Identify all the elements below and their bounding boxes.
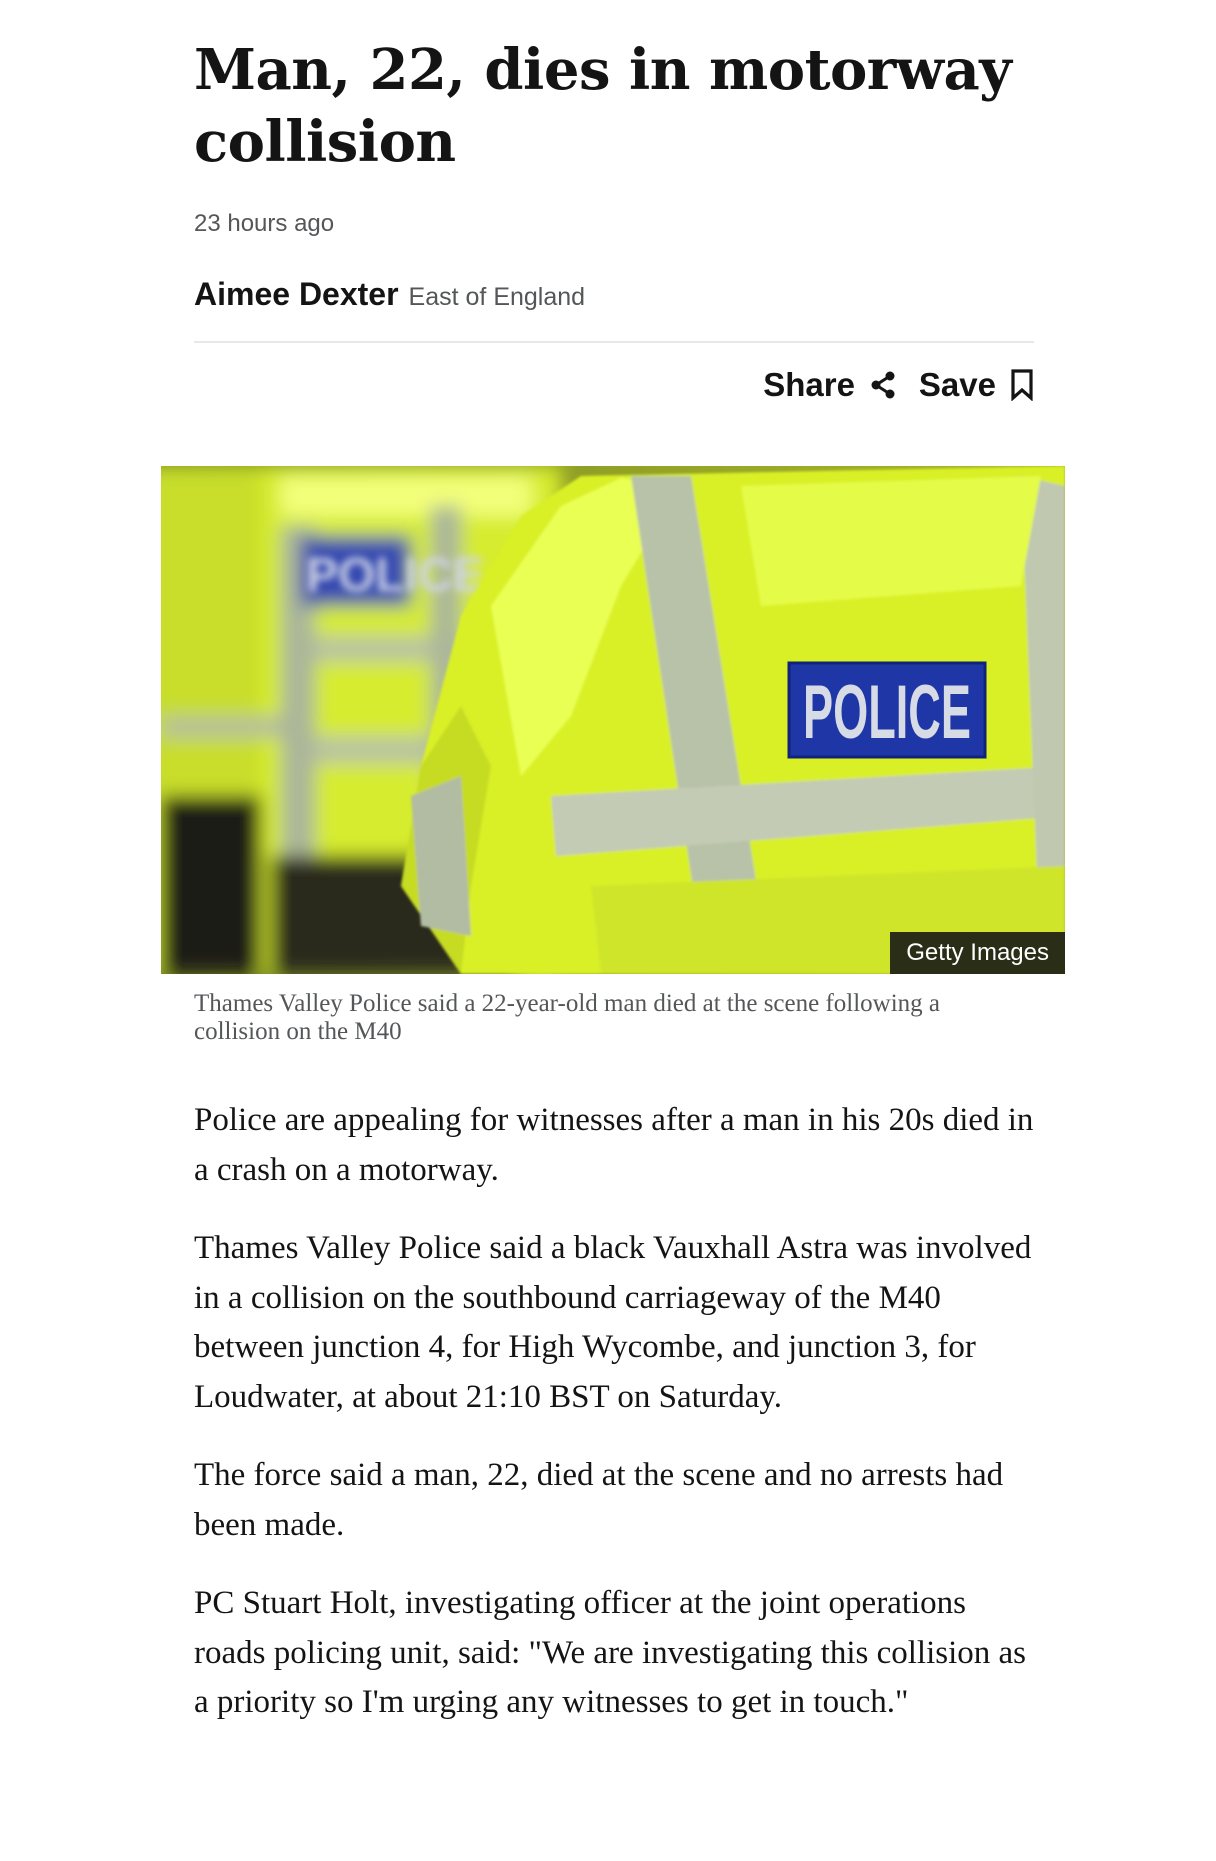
author-location: East of England bbox=[408, 283, 586, 311]
blurred-police-badge-text: POLICE bbox=[306, 549, 485, 602]
headline: Man, 22, dies in motorway collision bbox=[194, 37, 1012, 175]
bookmark-icon bbox=[1010, 369, 1034, 401]
article-image bbox=[161, 466, 1065, 974]
body-paragraph: Police are appealing for witnesses after a man in his 20s died in a crash on a motorway. bbox=[194, 1102, 1034, 1188]
image-credit: Getty Images bbox=[890, 932, 1065, 974]
article-actions bbox=[763, 366, 1034, 404]
author-name[interactable]: Aimee Dexter bbox=[194, 276, 399, 312]
share-icon bbox=[869, 370, 897, 400]
police-badge-text: POLICE bbox=[803, 670, 971, 755]
share-button[interactable] bbox=[763, 366, 897, 404]
body-paragraph: PC Stuart Holt, investigating officer at the joint operations roads policing unit, said: "We are investigating this collision as a priority so I'm urging any witnesses to get in touch." bbox=[194, 1585, 1027, 1720]
image-caption: Thames Valley Police said a 22-year-old man died at the scene following a collision on the M40 bbox=[194, 990, 941, 1045]
divider bbox=[194, 341, 1034, 343]
byline bbox=[194, 276, 585, 313]
article-body bbox=[194, 1096, 1044, 1757]
body-paragraph: The force said a man, 22, died at the scene and no arrests had been made. bbox=[194, 1457, 1004, 1543]
save-label: Save bbox=[918, 366, 996, 403]
timestamp: 23 hours ago bbox=[194, 210, 335, 237]
save-button[interactable] bbox=[919, 366, 1034, 404]
share-label: Share bbox=[763, 366, 855, 403]
body-paragraph: Thames Valley Police said a black Vauxhall Astra was involved in a collision on the southbound carriageway of the M40 between junction 4, for High Wycombe, and junction 3, for Loudwater, at about 21:10 BST on Saturday. bbox=[194, 1230, 1032, 1415]
police-officers-photo bbox=[161, 466, 1065, 974]
